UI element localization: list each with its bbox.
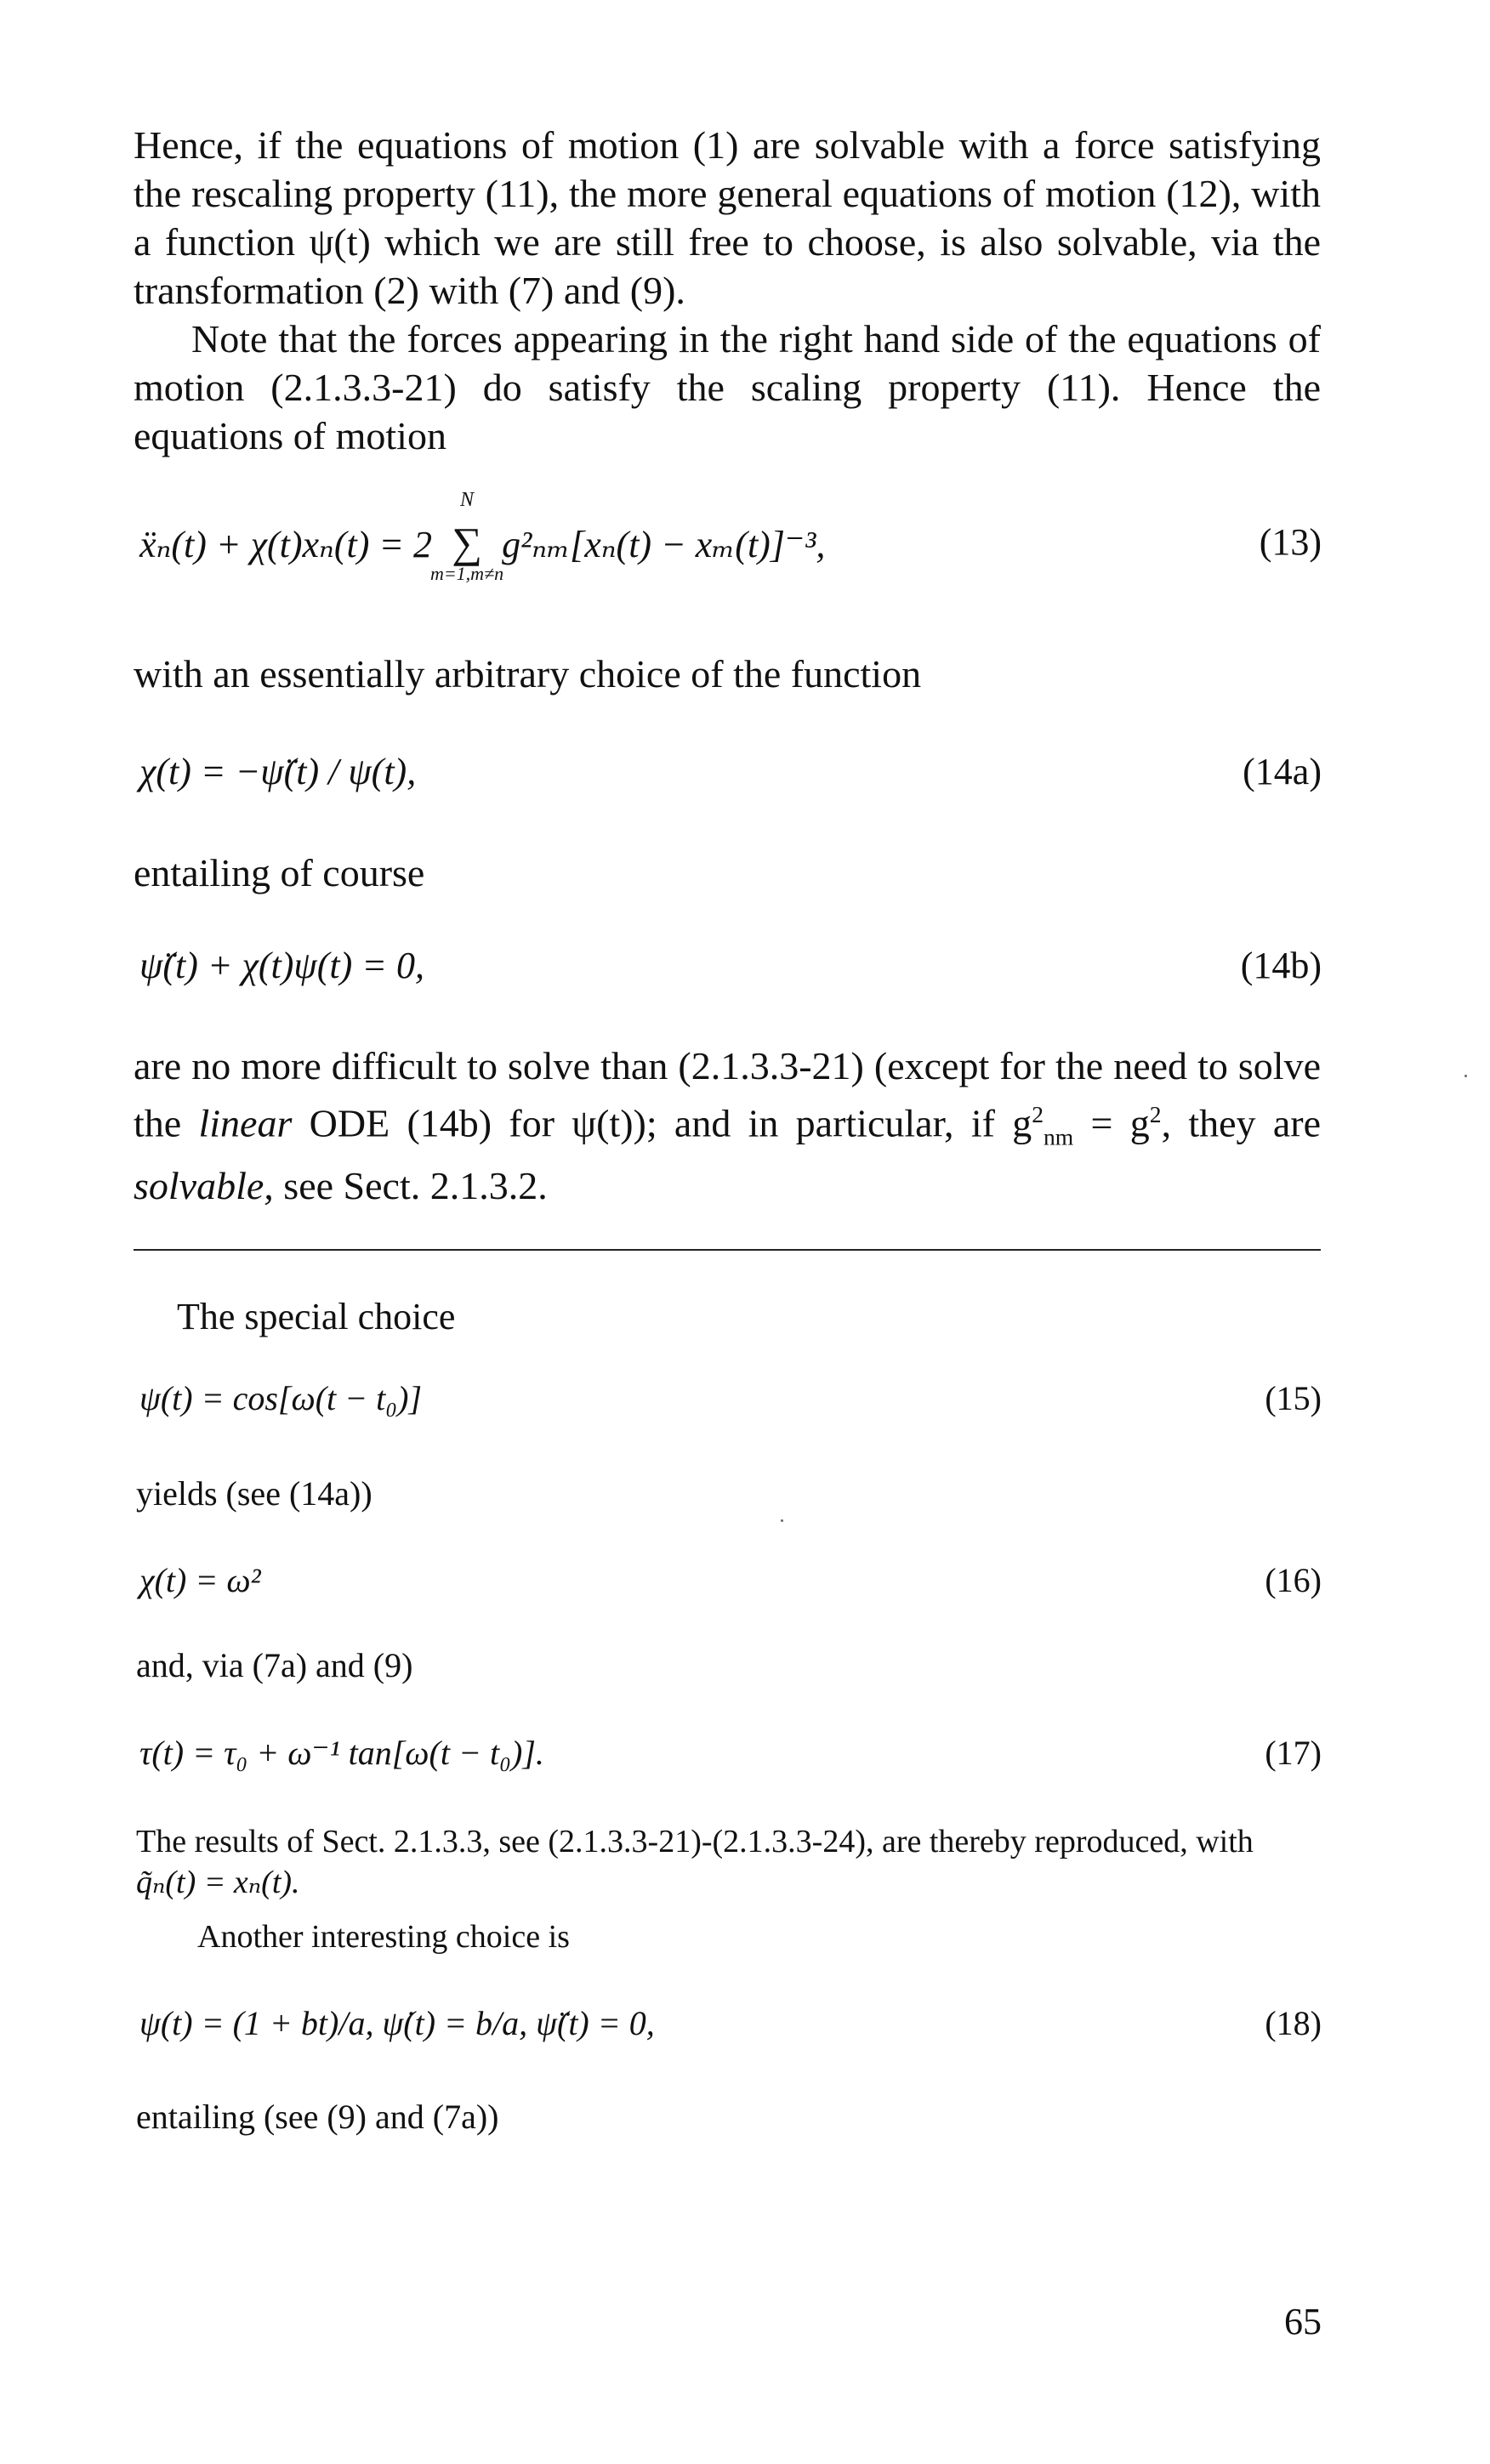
paragraph-11 [136,2097,1323,2138]
equation-17 [139,1732,1322,1783]
paragraph-2 [134,315,1321,460]
equation-13 [139,489,1322,584]
emphasis-linear: linear [198,1101,293,1145]
page-number: 65 [1284,2301,1322,2342]
equation-expression: τ(t) = τ₀ + ω⁻¹ tan[ω(t − t₀)]. [139,1734,544,1772]
emphasis-solvable: solvable, [134,1163,274,1207]
equation-expression: χ(t) = ω² [139,1561,261,1599]
equation-expression [139,489,826,584]
equation-number: (14b) [1240,945,1322,986]
equation-16 [139,1559,1322,1610]
paragraph-4 [134,849,1321,897]
paragraph-text: entailing of course [134,851,425,894]
section-divider [134,1249,1321,1251]
paragraph-text: entailing (see (9) and (7a)) [136,2098,499,2136]
inline-equation: q̃ₙ(t) = xₙ(t). [136,1865,300,1900]
equation-number: (18) [1265,2004,1322,2042]
equation-expression: χ(t) = −ψ̈(t) / ψ(t), [139,751,417,792]
text-run: see Sect. 2.1.3.2. [273,1163,548,1207]
equation-number: (17) [1265,1734,1322,1772]
paragraph-8 [136,1645,1323,1686]
equation-rhs: g²ₙₘ[xₙ(t) − xₘ(t)]⁻³, [502,524,826,565]
paragraph-3 [134,650,1321,698]
paragraph-1 [134,121,1321,315]
equation-14b [139,942,1322,993]
scan-speck [781,1519,783,1522]
paragraph-5 [134,1042,1321,1210]
paragraph-text: The results of Sect. 2.1.3.3, see (2.1.3.3-21)-(2.1.3.3-24), are thereby reproduced, with [136,1824,1254,1859]
equation-18 [139,2002,1322,2053]
equation-expression: ψ(t) = (1 + bt)/a, ψ̇(t) = b/a, ψ̈(t) = 0, [139,2004,655,2042]
equation-14a [139,748,1322,799]
text-run: , they are [1161,1101,1321,1145]
sum-lower-limit: m=1,m≠n [429,563,504,584]
scan-speck [1464,1075,1467,1077]
equation-expression: ψ̈(t) + χ(t)ψ(t) = 0, [139,945,424,986]
paragraph-text: Note that the forces appearing in the right hand side of the equations of motion (2.1.3.3-21) do satisfy the scaling property (11). Hence the equations of motion [134,317,1321,457]
equation-lhs: ẍₙ(t) + χ(t)xₙ(t) = 2 [139,524,433,565]
sum-upper-limit: N [460,489,475,511]
paragraph-9 [136,1821,1323,1903]
paragraph-text: yields (see (14a)) [136,1474,372,1513]
text-run: are no more difficult to solve than (2.1.3.3-21) (except for the need to solve the [134,1044,1321,1145]
summation-symbol: N ∑ m=1,m≠n [441,519,492,569]
equation-number: (13) [1259,521,1322,563]
paragraph-text: with an essentially arbitrary choice of the function [134,652,922,695]
paragraph-6 [177,1292,1282,1341]
equation-15 [139,1377,1322,1428]
paragraph-text: Another interesting choice is [197,1919,570,1955]
equation-number: (15) [1265,1379,1322,1417]
paragraph-7 [136,1473,1323,1514]
paragraph-10 [136,1916,1323,1957]
equation-number: (14a) [1243,751,1322,792]
paragraph-text: are no more difficult to solve than (2.1.3.3-21) (except for the need to solve the linear ODE (14b) for ψ(t)); and in particular, if $g^2_{nm} = g^2$, they are solvable, see Sect. 2.1.3.2. [134,1044,1321,1207]
text-run: ODE (14b) for ψ(t)); and in particular, if g [292,1101,1032,1145]
equation-expression: ψ(t) = cos[ω(t − t₀)] [139,1379,423,1417]
paragraph-text: Hence, if the equations of motion (1) are solvable with a force satisfying the rescaling property (11), the more general equations of motion (12), with a function ψ(t) which we are still free to choose, is also solvable, via the transformation (2) with (7) and (9). [134,123,1321,312]
equation-number: (16) [1265,1561,1322,1599]
paragraph-text: and, via (7a) and (9) [136,1646,413,1684]
paragraph-text: The special choice [177,1296,456,1337]
